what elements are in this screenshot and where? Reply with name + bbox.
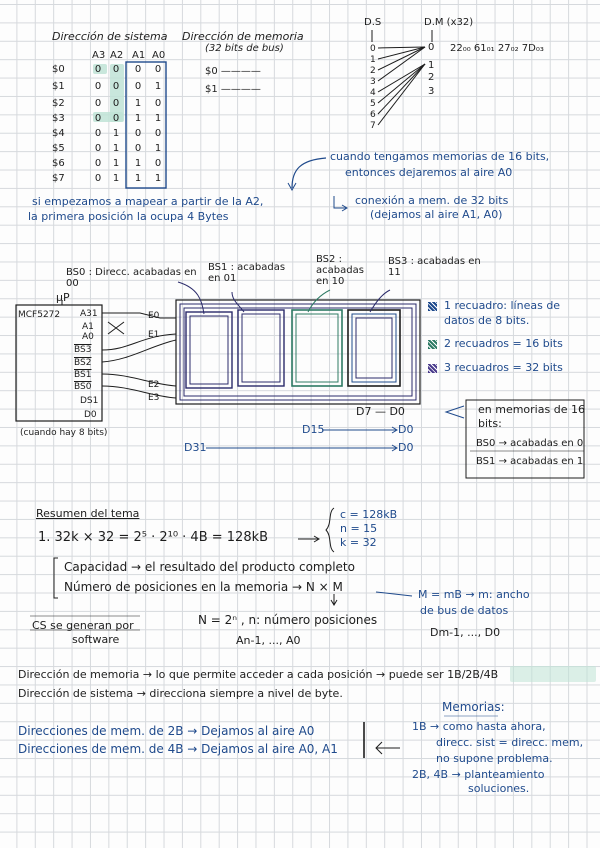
pin-bs3: BS3 xyxy=(74,345,92,355)
memorias-line: direcc. sist = direcc. mem, xyxy=(436,736,584,749)
row-label: $3 xyxy=(52,113,65,124)
pin-bs2: BS2 xyxy=(74,358,92,368)
pin-a1: A1 xyxy=(82,322,94,332)
bs3-pointer xyxy=(370,290,390,312)
results-brace xyxy=(326,508,334,552)
row-label: $4 xyxy=(52,128,65,139)
legend-1: 1 recuadro: líneas de datos de 8 bits. xyxy=(444,299,561,327)
table-cell: 1 xyxy=(134,113,142,124)
row-label: $2 xyxy=(52,98,65,109)
table-cell: 1 xyxy=(112,173,120,184)
ds-number: 7 xyxy=(370,121,376,131)
e0-label: E0 xyxy=(148,311,160,321)
bottom-blue-2: Direcciones de mem. de 4B → Dejamos al aire A0, A1 xyxy=(18,742,338,756)
pin-ds1: DS1 xyxy=(80,396,99,406)
memorias-line: soluciones. xyxy=(468,782,530,795)
chip-name: MCF5272 xyxy=(18,310,61,320)
header-a3: A3 xyxy=(92,50,106,61)
pin-bs0: BS0 xyxy=(74,382,92,392)
note-32bits-line1: conexión a mem. de 32 bits xyxy=(355,194,509,207)
a1-a0-box xyxy=(126,62,166,188)
pin-bs1: BS1 xyxy=(74,370,92,380)
m-note-3: Dm-1, ..., D0 xyxy=(430,626,501,639)
row-label: $1 xyxy=(52,81,65,92)
box16-title: en memorias de 16 bits: xyxy=(478,403,585,430)
box16-line-1: BS0 → acabadas en 0 xyxy=(476,438,584,449)
ds-number: 2 xyxy=(370,66,376,76)
n-lines: An-1, ..., A0 xyxy=(236,634,301,647)
table-cell: 0 xyxy=(94,81,102,92)
box16-line-2: BS1 → acabadas en 1 xyxy=(476,456,584,467)
bottom-line-2: Dirección de sistema → direcciona siempre a nivel de byte. xyxy=(18,687,343,700)
table-cell: 0 xyxy=(112,113,120,124)
e3-label: E3 xyxy=(148,393,160,403)
table-cell: 0 xyxy=(134,143,142,154)
table-cell: 0 xyxy=(112,98,120,109)
capacidad-line: Capacidad → el resultado del producto completo xyxy=(64,560,355,574)
table-cell: 0 xyxy=(134,81,142,92)
bs0-pointer xyxy=(178,282,204,314)
table-cell: 1 xyxy=(154,81,162,92)
footnote: (cuando hay 8 bits) xyxy=(20,428,108,438)
dm-number: 2 xyxy=(428,72,435,83)
table-cell: 1 xyxy=(134,98,142,109)
cs-note-1: CS se generan por xyxy=(32,619,134,632)
header-a1: A1 xyxy=(132,50,146,61)
bus-d15: D15 xyxy=(302,423,325,436)
result-n: n = 15 xyxy=(340,522,378,535)
table-cell: 1 xyxy=(154,173,162,184)
bus-d7-d0: D7 — D0 xyxy=(356,405,405,418)
cs-note-2: software xyxy=(72,633,120,646)
note-32bits-line2: (dejamos al aire A1, A0) xyxy=(370,208,503,221)
ds-number: 1 xyxy=(370,55,376,65)
note-a2-line2: la primera posición la ocupa 4 Bytes xyxy=(28,210,229,223)
table-cell: 1 xyxy=(154,113,162,124)
bottom-line-1: Dirección de memoria → lo que permite acceder a cada posición → puede ser 1B/2B/4B xyxy=(18,668,499,681)
bs0-label: BS0 : Direcc. acabadas en 00 xyxy=(66,267,197,289)
resumen-formula: 1. 32k × 32 = 2⁵ · 2¹⁰ · 4B = 128kB xyxy=(38,530,269,545)
table-cell: 0 xyxy=(134,64,142,75)
pin-a0: A0 xyxy=(82,332,94,342)
legend-box xyxy=(466,400,584,478)
numero-line: Número de posiciones en la memoria → N × M xyxy=(64,580,343,594)
bs2-pointer xyxy=(308,290,330,312)
table-cell: 1 xyxy=(154,143,162,154)
dm-number: 1 xyxy=(428,60,435,71)
mem-chip-0 xyxy=(186,312,232,388)
note-16bits-line1: cuando tengamos memorias de 16 bits, xyxy=(330,150,550,163)
result-k: k = 32 xyxy=(340,536,377,549)
dir-memoria-sub: (32 bits de bus) xyxy=(205,43,284,54)
table-cell: 0 xyxy=(94,113,102,124)
table-cell: 1 xyxy=(112,128,120,139)
m-note-2: de bus de datos xyxy=(420,604,509,617)
up-label: µP xyxy=(56,291,70,304)
header-a0: A0 xyxy=(152,50,166,61)
capacidad-brace xyxy=(54,558,58,598)
bs2-label: BS2 : acabadas en 10 xyxy=(316,254,364,287)
ds-number: 4 xyxy=(370,88,376,98)
note-a2-line1: si empezamos a mapear a partir de la A2, xyxy=(32,195,264,208)
e2-label: E2 xyxy=(148,380,160,390)
memorias-line: 2B, 4B → planteamiento xyxy=(412,768,545,781)
m-note-1: M = mB → m: ancho xyxy=(418,588,530,601)
bus-d15-d0: D0 xyxy=(398,423,414,436)
ds-number: 0 xyxy=(370,44,376,54)
ds-label: D.S xyxy=(364,17,382,28)
row-label: $5 xyxy=(52,143,65,154)
bus-d31-d0: D0 xyxy=(398,441,414,454)
ds-number: 3 xyxy=(370,77,376,87)
legend-3: 3 recuadros = 32 bits xyxy=(444,361,563,374)
n-formula: N = 2ⁿ , n: número posiciones xyxy=(198,613,378,627)
m-arrow xyxy=(376,592,412,596)
bottom-blue-1: Direcciones de mem. de 2B → Dejamos al aire A0 xyxy=(18,724,315,738)
row-label: $0 xyxy=(52,64,65,75)
table-cell: 0 xyxy=(134,128,142,139)
dir-memoria-title: Dirección de memoria xyxy=(182,30,304,43)
table-cell: 0 xyxy=(94,143,102,154)
mapping-lines xyxy=(378,47,425,125)
mem-chip-1 xyxy=(238,310,284,386)
up-chip xyxy=(16,305,102,421)
bytes-highlight xyxy=(510,666,596,682)
table-cell: 0 xyxy=(94,98,102,109)
table-cell: 0 xyxy=(154,158,162,169)
e1-label: E1 xyxy=(148,330,160,340)
cs-box xyxy=(30,616,140,630)
bs1-label: BS1 : acabadas en 01 xyxy=(208,262,286,284)
table-cell: 0 xyxy=(154,98,162,109)
table-cell: 1 xyxy=(134,158,142,169)
mem-row: $0 ———— xyxy=(205,66,261,77)
note-16bits-line2: entonces dejaremos al aire A0 xyxy=(345,166,513,179)
table-cell: 1 xyxy=(112,158,120,169)
legend-2: 2 recuadros = 16 bits xyxy=(444,337,563,350)
dir-sistema-title: Dirección de sistema xyxy=(52,30,168,43)
resumen-title: Resumen del tema xyxy=(36,507,140,520)
pin-d0: D0 xyxy=(84,410,97,420)
bs3-label: BS3 : acabadas en 11 xyxy=(388,256,481,278)
memorias-line: 1B → como hasta ahora, xyxy=(412,720,546,733)
mem-row: $1 ———— xyxy=(205,84,261,95)
memorias-title: Memorias: xyxy=(442,700,505,714)
table-cell: 0 xyxy=(94,173,102,184)
dm-number: 0 xyxy=(428,42,435,53)
mem-chip-2 xyxy=(292,310,342,386)
table-cell: 1 xyxy=(112,143,120,154)
legend-box-arrow xyxy=(446,406,464,418)
ds-number: 6 xyxy=(370,110,376,120)
ds-number: 5 xyxy=(370,99,376,109)
table-cell: 0 xyxy=(154,128,162,139)
table-cell: 0 xyxy=(94,128,102,139)
table-cell: 0 xyxy=(94,64,102,75)
memorias-line: no supone problema. xyxy=(436,752,553,765)
result-c: c = 128kB xyxy=(340,508,398,521)
row-label: $6 xyxy=(52,158,65,169)
dm-number: 3 xyxy=(428,86,435,97)
note16-arrow xyxy=(292,158,326,188)
bus-d31: D31 xyxy=(184,441,207,454)
table-cell: 0 xyxy=(154,64,162,75)
table-cell: 1 xyxy=(134,173,142,184)
row-label: $7 xyxy=(52,173,65,184)
dm-bytes: 22₀₀ 61₀₁ 27₀₂ 7D₀₃ xyxy=(450,43,544,54)
table-cell: 0 xyxy=(94,158,102,169)
bs1-pointer xyxy=(232,292,244,312)
dm-label: D.M (x32) xyxy=(424,17,474,28)
bottom-arrow xyxy=(376,742,400,754)
pin-a31: A31 xyxy=(80,309,98,319)
table-cell: 0 xyxy=(112,64,120,75)
header-a2: A2 xyxy=(110,50,124,61)
table-cell: 0 xyxy=(112,81,120,92)
